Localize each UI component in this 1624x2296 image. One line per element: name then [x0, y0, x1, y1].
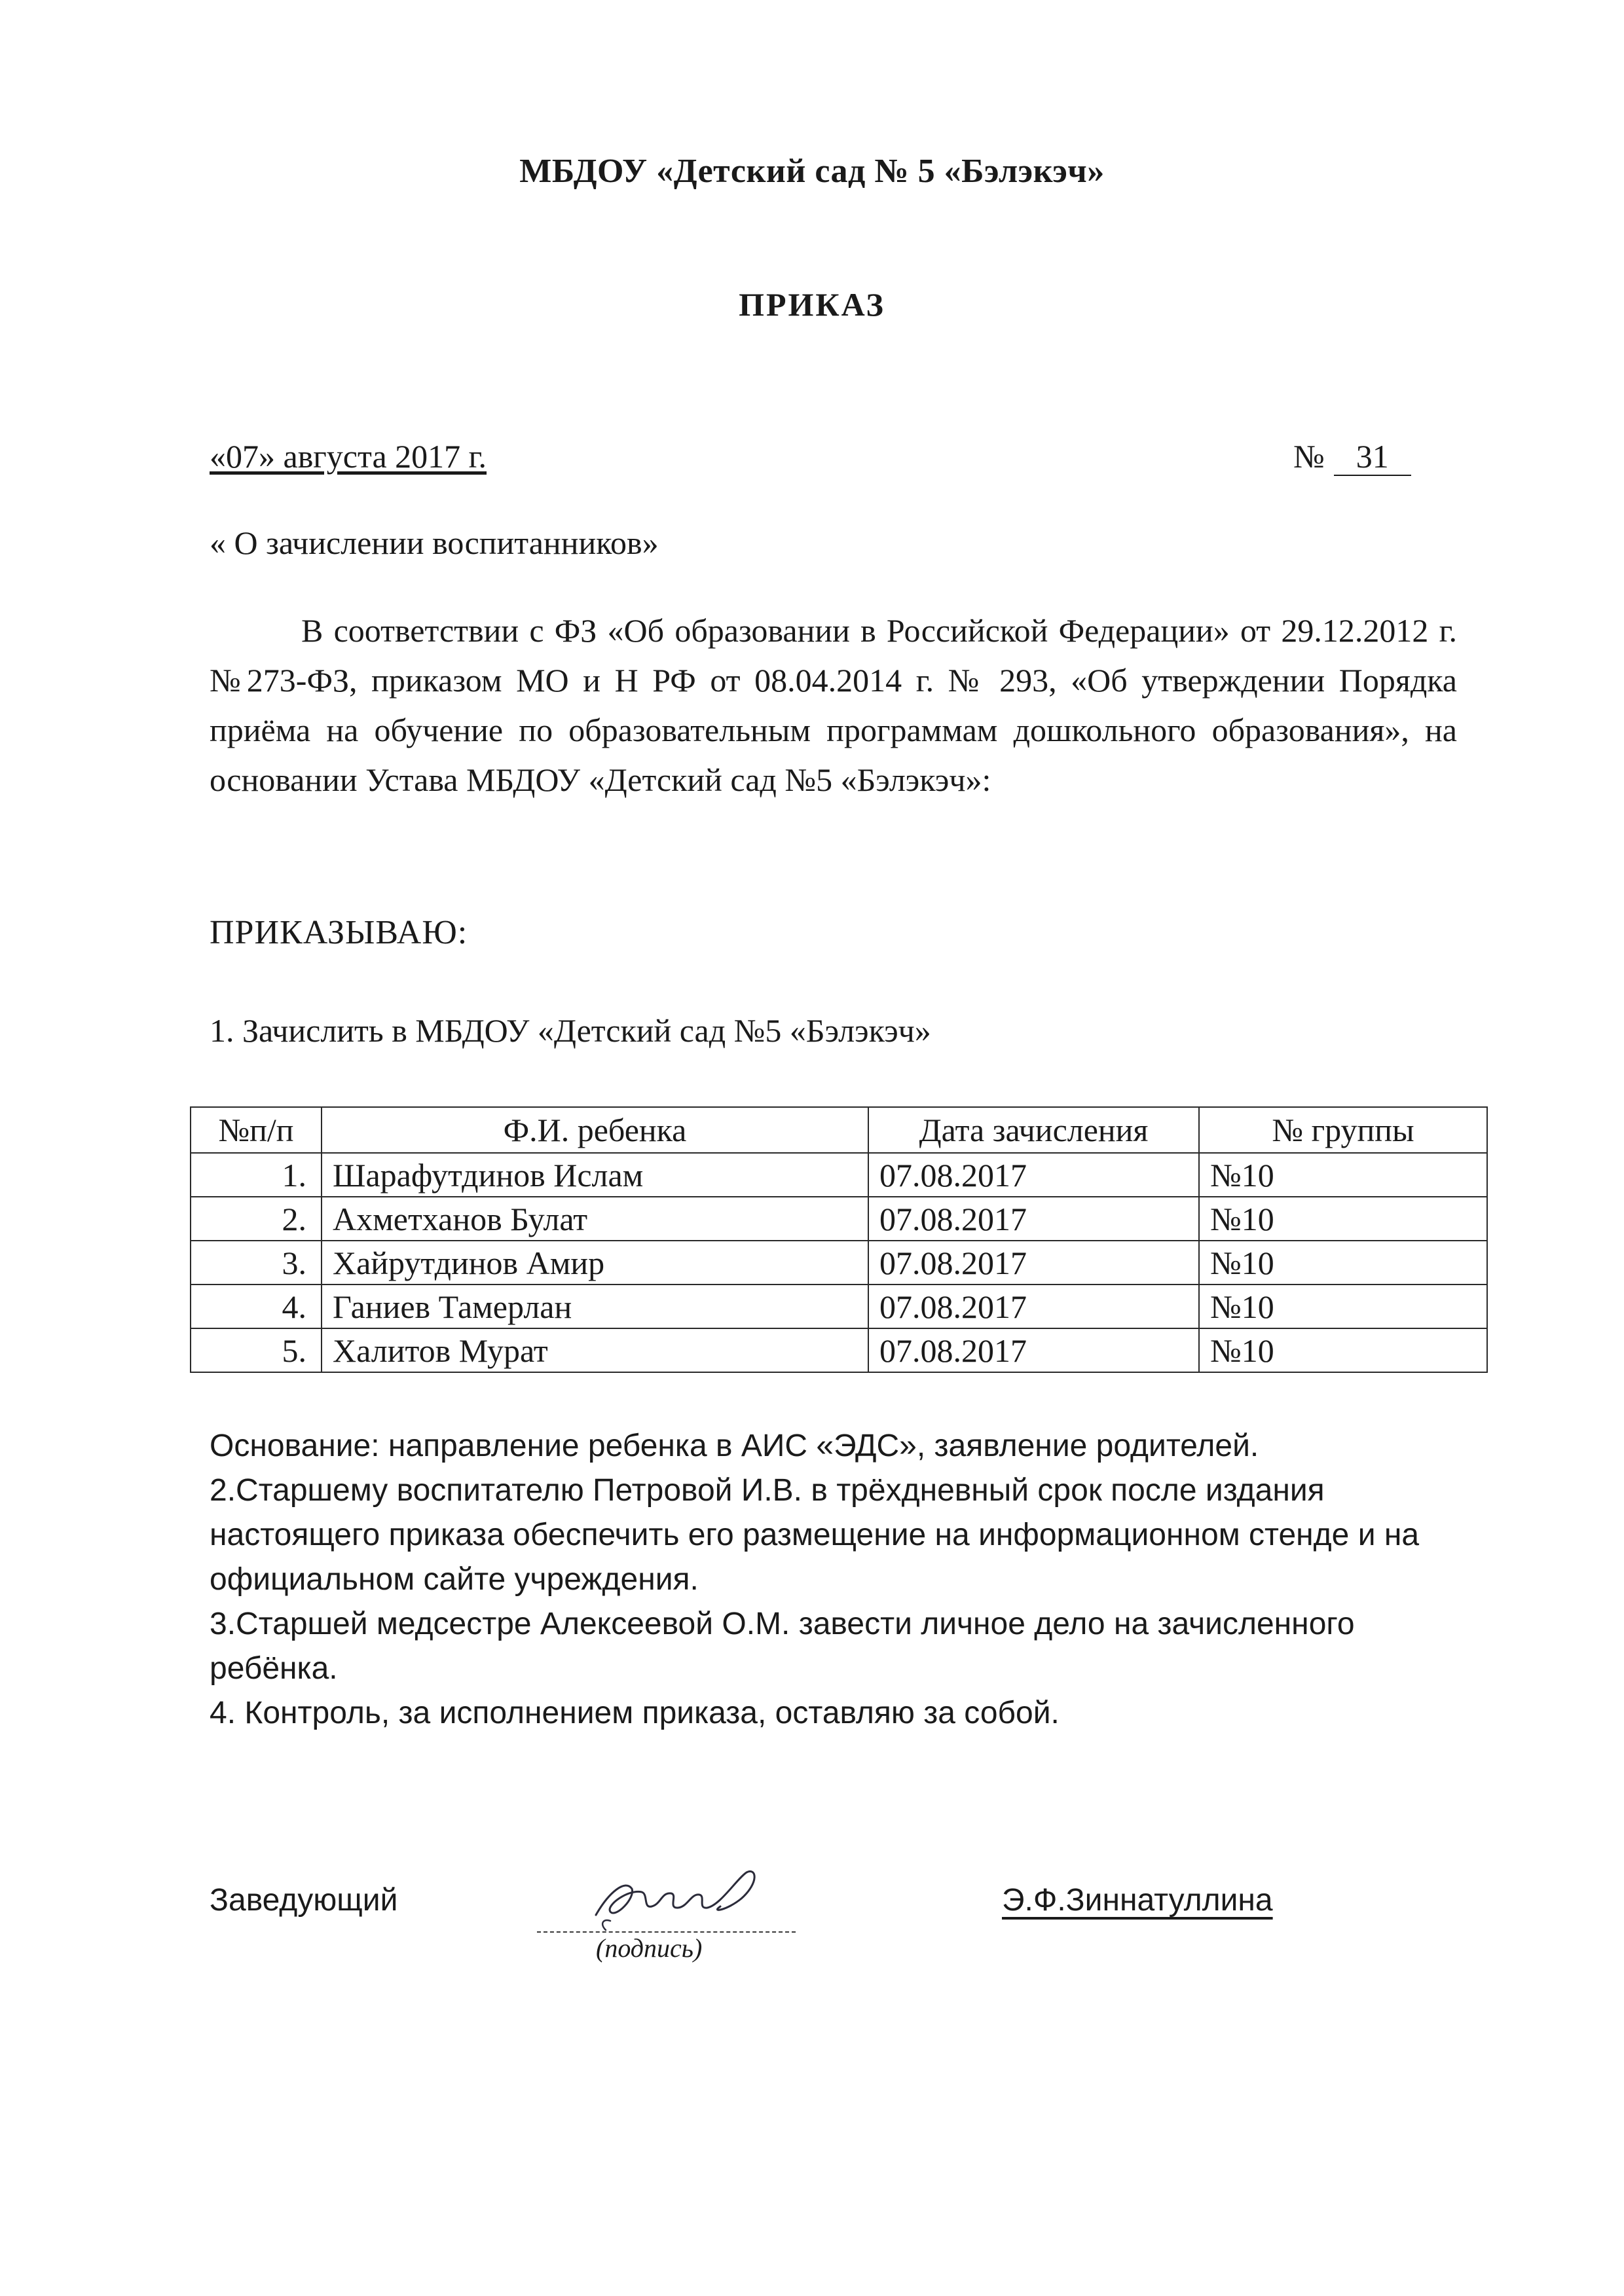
item-1-enroll: 1. Зачислить в МБДОУ «Детский сад №5 «Бэлэкэч» [210, 1012, 931, 1049]
table-row [191, 1241, 1487, 1285]
order-number-label: № [1293, 438, 1325, 475]
table-header-row [191, 1107, 1487, 1153]
row-enroll-date: 07.08.2017 [868, 1197, 1199, 1241]
row-group-number: №10 [1199, 1241, 1487, 1285]
signature-caption: (подпись) [596, 1933, 703, 1963]
header-group-number: № группы [1199, 1107, 1487, 1153]
signatory-position: Заведующий [210, 1883, 398, 1918]
order-number-value: 31 [1334, 439, 1411, 476]
row-group-number: №10 [1199, 1285, 1487, 1328]
header-index: №п/п [191, 1107, 322, 1153]
row-child-name: Халитов Мурат [322, 1328, 868, 1372]
item-3-personal-file: 3.Старшей медсестре Алексеевой О.М. завести личное дело на зачисленного ребёнка. [210, 1607, 1355, 1686]
order-items-block [210, 1424, 1473, 1736]
item-4-control: 4. Контроль, за исполнением приказа, оставляю за собой. [210, 1696, 1060, 1730]
row-enroll-date: 07.08.2017 [868, 1153, 1199, 1197]
row-child-name: Ганиев Тамерлан [322, 1285, 868, 1328]
row-index: 3. [191, 1241, 322, 1285]
item-2-publication: 2.Старшему воспитателю Петровой И.В. в трёхдневный срок после издания настоящего приказа обеспечить его размещение на информационном стенде и на официальном сайте учреждения. [210, 1473, 1420, 1597]
row-index: 1. [191, 1153, 322, 1197]
row-index: 5. [191, 1328, 322, 1372]
row-index: 2. [191, 1197, 322, 1241]
row-child-name: Хайрутдинов Амир [322, 1241, 868, 1285]
row-index: 4. [191, 1285, 322, 1328]
preamble-paragraph: В соответствии с ФЗ «Об образовании в Российской Федерации» от 29.12.2012 г. №273-ФЗ, приказом МО и Н РФ от 08.04.2014 г. № 293, «Об утверждении Порядка приёма на обучение по образовательным программам дошкольного образования», на основании Устава МБДОУ «Детский сад №5 «Бэлэкэч»: [210, 612, 1457, 798]
handwritten-signature [570, 1853, 786, 1941]
order-number [1293, 437, 1411, 476]
row-enroll-date: 07.08.2017 [868, 1285, 1199, 1328]
table-row [191, 1153, 1487, 1197]
row-group-number: №10 [1199, 1153, 1487, 1197]
order-date [210, 437, 487, 475]
enrollment-table [190, 1106, 1488, 1373]
row-group-number: №10 [1199, 1328, 1487, 1372]
table-row [191, 1328, 1487, 1372]
row-group-number: №10 [1199, 1197, 1487, 1241]
header-child-name: Ф.И. ребенка [322, 1107, 868, 1153]
row-child-name: Ахметханов Булат [322, 1197, 868, 1241]
row-enroll-date: 07.08.2017 [868, 1328, 1199, 1372]
row-child-name: Шарафутдинов Ислам [322, 1153, 868, 1197]
document-type: ПРИКАЗ [739, 286, 885, 323]
order-date-text: «07» августа 2017 г. [210, 438, 487, 475]
row-enroll-date: 07.08.2017 [868, 1241, 1199, 1285]
order-subject: « О зачислении воспитанников» [210, 524, 659, 561]
table-row [191, 1285, 1487, 1328]
organization-title: МБДОУ «Детский сад № 5 «Бэлэкэч» [519, 153, 1105, 190]
command-word: ПРИКАЗЫВАЮ: [210, 914, 468, 951]
header-enroll-date: Дата зачисления [868, 1107, 1199, 1153]
table-row [191, 1197, 1487, 1241]
signatory-name: Э.Ф.Зиннатуллина [1002, 1883, 1273, 1918]
basis-line: Основание: направление ребенка в АИС «ЭДС», заявление родителей. [210, 1429, 1259, 1463]
